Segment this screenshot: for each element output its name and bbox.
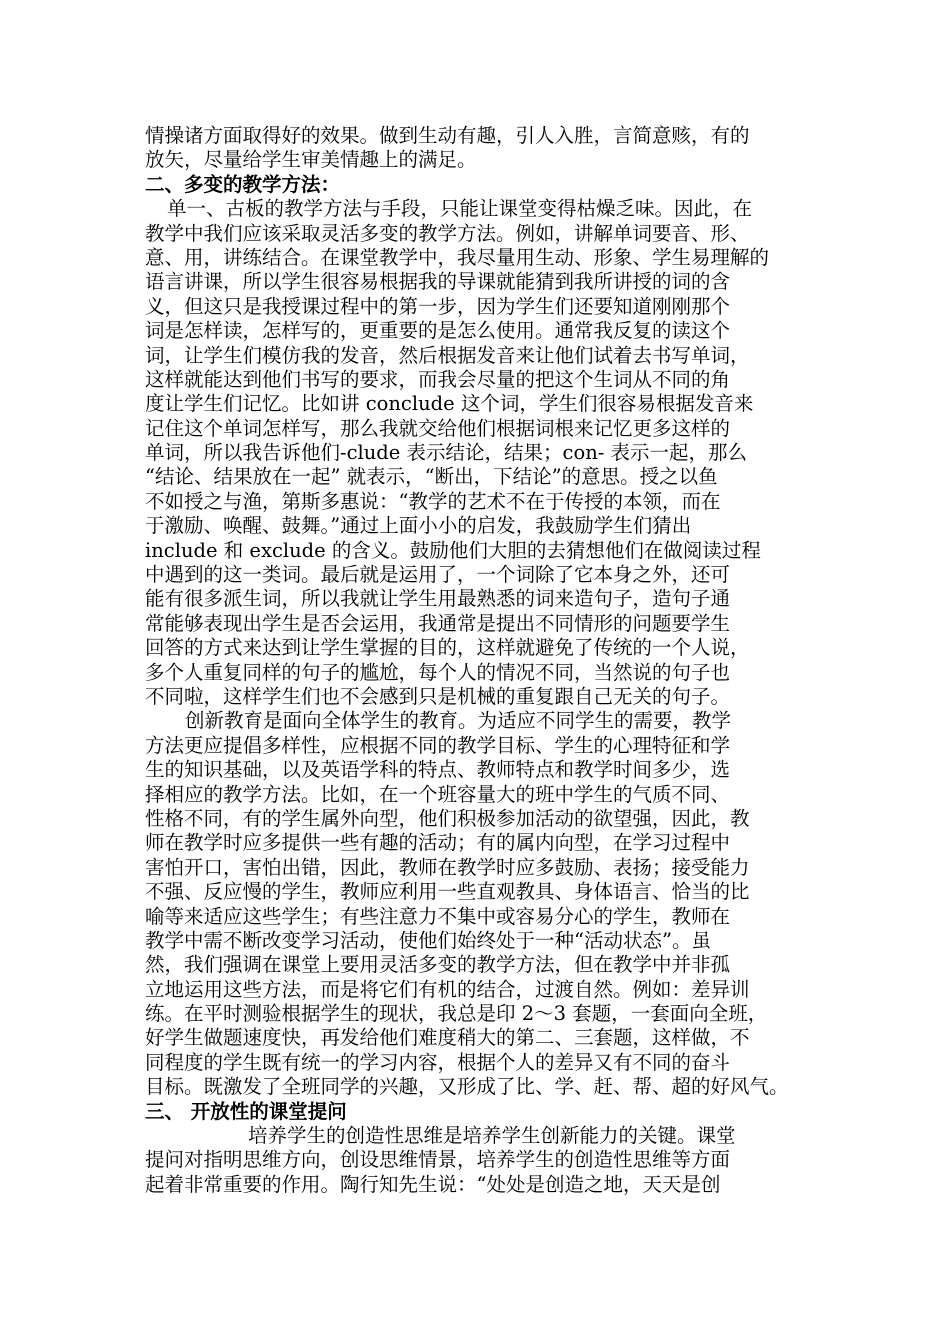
text-line: 择相应的教学方法。比如，在一个班容量大的班中学生的气质不同、 (145, 782, 731, 806)
text-line: 起着非常重要的作用。陶行知先生说：“处处是创造之地，天天是创 (145, 1172, 721, 1196)
text-line: 提问对指明思维方向，创设思维情景，培养学生的创造性思维等方面 (145, 1148, 731, 1172)
text-line: 能有很多派生词，所以我就让学生用最熟悉的词来造句子，造句子通 (145, 587, 731, 611)
text-line: 目标。既激发了全班同学的兴趣，又形成了比、学、赶、帮、超的好风气。 (145, 1075, 789, 1099)
text-line: 然，我们强调在课堂上要用灵活多变的教学方法，但在教学中并非孤 (145, 953, 731, 977)
text-line: 师在教学时应多提供一些有趣的活动；有的属内向型，在学习过程中 (145, 831, 731, 855)
text-line: 不如授之与渔，第斯多惠说：“教学的艺术不在于传授的本领，而在 (145, 489, 721, 513)
text-line: 害怕开口，害怕出错，因此，教师在教学时应多鼓励、表扬；接受能力 (145, 855, 750, 879)
text-line: 不同啦，这样学生们也不会感到只是机械的重复跟自己无关的句子。 (145, 684, 731, 708)
text-line: 词，让学生们模仿我的发音，然后根据发音来让他们试着去书写单词， (145, 343, 750, 367)
text-line: 单一、古板的教学方法与手段，只能让课堂变得枯燥乏味。因此，在 (167, 197, 753, 221)
text-line: 常能够表现出学生是否会运用，我通常是提出不同情形的问题要学生 (145, 611, 731, 635)
text-line: 回答的方式来达到让学生掌握的目的，这样就避免了传统的一个人说， (145, 636, 750, 660)
text-line: 情操诸方面取得好的效果。做到生动有趣，引人入胜，言简意赅，有的 (145, 124, 750, 147)
text-line: 多个人重复同样的句子的尴尬，每个人的情况不同，当然说的句子也 (145, 660, 731, 684)
text-line: 不强、反应慢的学生，教师应利用一些直观教具、身体语言、恰当的比 (145, 880, 750, 904)
text-line: 立地运用这些方法，而是将它们有机的结合，过渡自然。例如：差异训 (145, 977, 750, 1001)
section-heading-2: 二、多变的教学方法： (145, 172, 341, 196)
text-line: 语言讲课，所以学生很容易根据我的导课就能猜到我所讲授的词的含 (145, 270, 731, 294)
text-line: include 和 exclude 的含义。鼓励他们大胆的去猜想他们在做阅读过程 (145, 538, 761, 562)
text-line: 性格不同，有的学生属外向型，他们积极参加活动的欲望强，因此，教 (145, 806, 750, 830)
text-line: 生的知识基础，以及英语学科的特点、教师特点和教学时间多少，选 (145, 758, 731, 782)
text-line: 度让学生们记忆。比如讲 conclude 这个词，学生们很容易根据发音来 (145, 392, 754, 416)
text-line: 教学中我们应该采取灵活多变的教学方法。例如，讲解单词要音、形、 (145, 221, 750, 245)
text-line: 中遇到的这一类词。最后就是运用了，一个词除了它本身之外，还可 (145, 563, 731, 587)
text-line: 义，但这只是我授课过程中的第一步，因为学生们还要知道刚刚那个 (145, 294, 731, 318)
text-line: 喻等来适应这些学生；有些注意力不集中或容易分心的学生，教师在 (145, 904, 731, 928)
text-line: 单词，所以我告诉他们-clude 表示结论，结果；con- 表示一起，那么 (145, 441, 748, 465)
text-line: 意、用，讲练结合。在课堂教学中，我尽量用生动、形象、学生易理解的 (145, 245, 770, 269)
text-line: 好学生做题速度快，再发给他们难度稍大的第二、三套题，这样做，不 (145, 1026, 750, 1050)
text-line: 词是怎样读，怎样写的，更重要的是怎么使用。通常我反复的读这个 (145, 319, 731, 343)
text-line: 记住这个单词怎样写，那么我就交给他们根据词根来记忆更多这样的 (145, 416, 731, 440)
text-line: 创新教育是面向全体学生的教育。为适应不同学生的需要，教学 (185, 709, 732, 733)
text-line: 同程度的学生既有统一的学习内容，根据个人的差异又有不同的奋斗 (145, 1050, 731, 1074)
text-line: “结论、结果放在一起” 就表示，“断出，下结论”的意思。授之以鱼 (145, 465, 718, 489)
document-page (145, 124, 821, 1197)
text-line: 这样就能达到他们书写的要求，而我会尽量的把这个生词从不同的角 (145, 367, 731, 391)
text-line: 教学中需不断改变学习活动，使他们始终处于一种“活动状态”。虽 (145, 928, 711, 952)
text-line: 练。在平时测验根据学生的现状，我总是印 2～3 套题，一套面向全班， (145, 1002, 768, 1026)
section-heading-3: 三、 开放性的课堂提问 (145, 1099, 347, 1123)
text-line: 方法更应提倡多样性，应根据不同的教学目标、学生的心理特征和学 (145, 733, 731, 757)
text-line: 于激励、唤醒、鼓舞。”通过上面小小的启发，我鼓励学生们猜出 (145, 514, 692, 538)
text-line: 放矢，尽量给学生审美情趣上的满足。 (145, 148, 477, 172)
text-line: 培养学生的创造性思维是培养学生创新能力的关键。课堂 (248, 1124, 736, 1148)
